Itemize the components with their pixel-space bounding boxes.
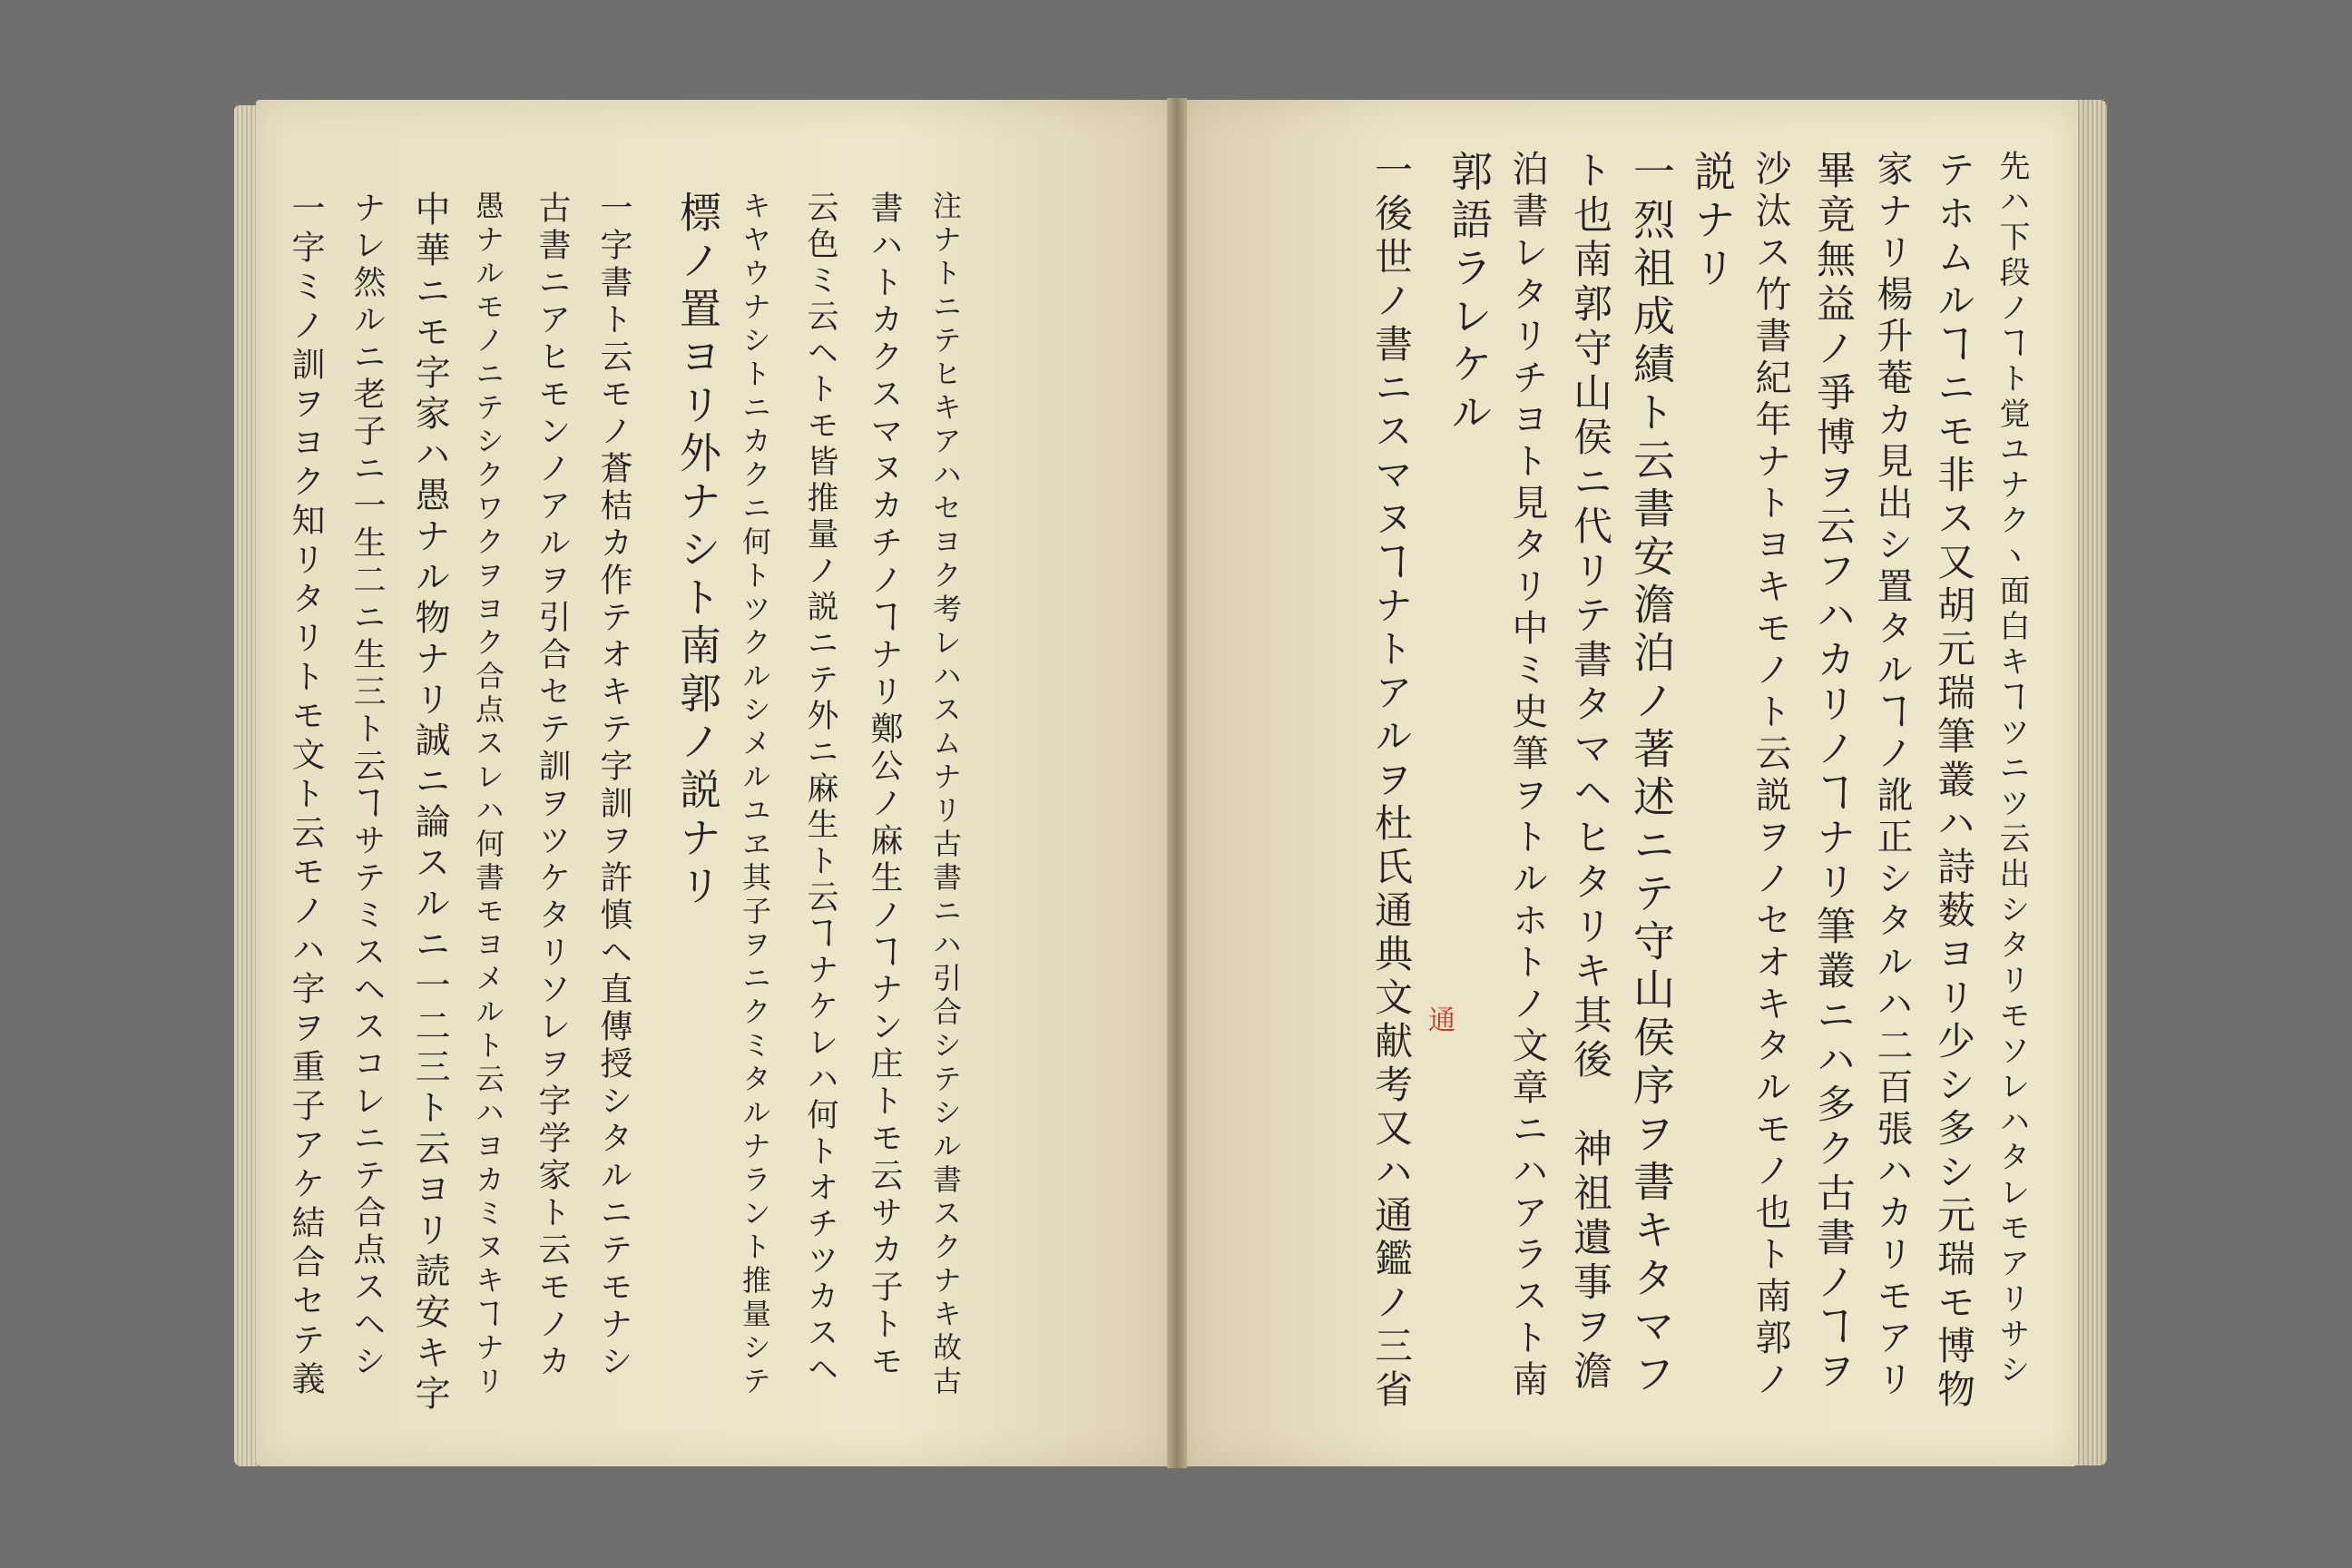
left-page-column: 愚ナルモノニテシクワクヲヨク合点スレハ何書モヨメルト云ハヨカミヌキヿナリ [471, 191, 505, 1399]
left-page-column: 書ハトカクスマヌカチノヿナリ鄭公ノ麻生ノヿナン庄トモ云サカ子トモ [866, 191, 903, 1381]
left-page-column: 云色ミ云ヘトモ皆推量ノ説ニテ外ニ麻生ト云ヿナケレハ何トオチツカスヘ [802, 191, 838, 1388]
right-page-column: テホムルヿニモ非ス又胡元瑞筆叢ハ詩薮ヨリ少シ多シ元瑞モ博物 [1932, 150, 1976, 1413]
right-page-column: 先ハ下段ノヿト覚ユナクヽ面白キヿツニツ云出シタリモソレハタレモアリサシ [1994, 150, 2030, 1388]
left-page-column: 中華ニモ字家ハ愚ナル物ナリ誠ニ論スルニ一二三ト云ヨリ読安キ字 [409, 191, 450, 1416]
red-correction-mark: 通 [1423, 1005, 1455, 1033]
right-page-column: 説ナリ [1688, 150, 1737, 294]
left-page-column: 標ノ置ヨリ外ナシト南郭ノ説ナリ [673, 191, 722, 912]
right-page-column: 郭語ラレケル [1445, 150, 1494, 438]
right-page-column: 家ナリ楊升菴カ見出シ置タルヿノ訛正シタルハ二百張ハカリモアリ [1871, 150, 1913, 1402]
left-page-column: ナレ然ルニ老子ニ一生二ニ生三ト云ヿサテミスヘスコレニテ合点スヘシ [348, 191, 386, 1381]
right-page-column: 泊書レタリチヨト見タリ中ミ史筆ヲトルホトノ文章ニハアラスト南 [1506, 150, 1548, 1402]
left-page-column: キヤウナシトニカクニ何トツクルシメルユヱ其子ヲニクミタルナラント推量シテ [738, 191, 772, 1399]
left-page-column: 注ナトニテヒキアハセヨク考レハスムナリ古書ニハ引合シテシル書スクナキ故古 [928, 191, 963, 1399]
book-gutter [1167, 98, 1187, 1468]
page-edges-left [234, 105, 258, 1466]
left-page-column: 一字書ト云モノ蒼桔カ作テオキテ字訓ヲ許慎ヘ直傳授シタルニテモナシ [595, 191, 632, 1381]
right-page-column: 畢竟無益ノ爭博ヲ云フハカリノヿナリ筆叢ニハ多ク古書ノヿヲ [1810, 150, 1856, 1395]
right-page-column: ト也南郭守山侯ニ代リテ書タマヘヒタリキ其後 神祖遺事ヲ澹 [1567, 150, 1612, 1395]
right-page-column: 一後世ノ書ニスマヌヿナトアルヲ杜氏通典文献考又ハ通鑑ノ三省 [1369, 150, 1414, 1413]
right-page-column: 沙汰ス竹書紀年ナトヨキモノト云説ヲノセオキタルモノ也ト南郭ノ [1749, 150, 1791, 1402]
left-page-column: 一字ミノ訓ヲヨク知リタリトモ文ト云モノハ字ヲ重子アケ結合セテ義 [286, 191, 325, 1400]
left-page-column: 古書ニアヒモンノアルヲ引合セテ訓ヲツケタリソレヲ字学家ト云モノカ [534, 191, 571, 1381]
right-page-column: 一烈祖成績ト云書安澹泊ノ著述ニテ守山侯序ヲ書キタマフ [1627, 150, 1676, 1400]
